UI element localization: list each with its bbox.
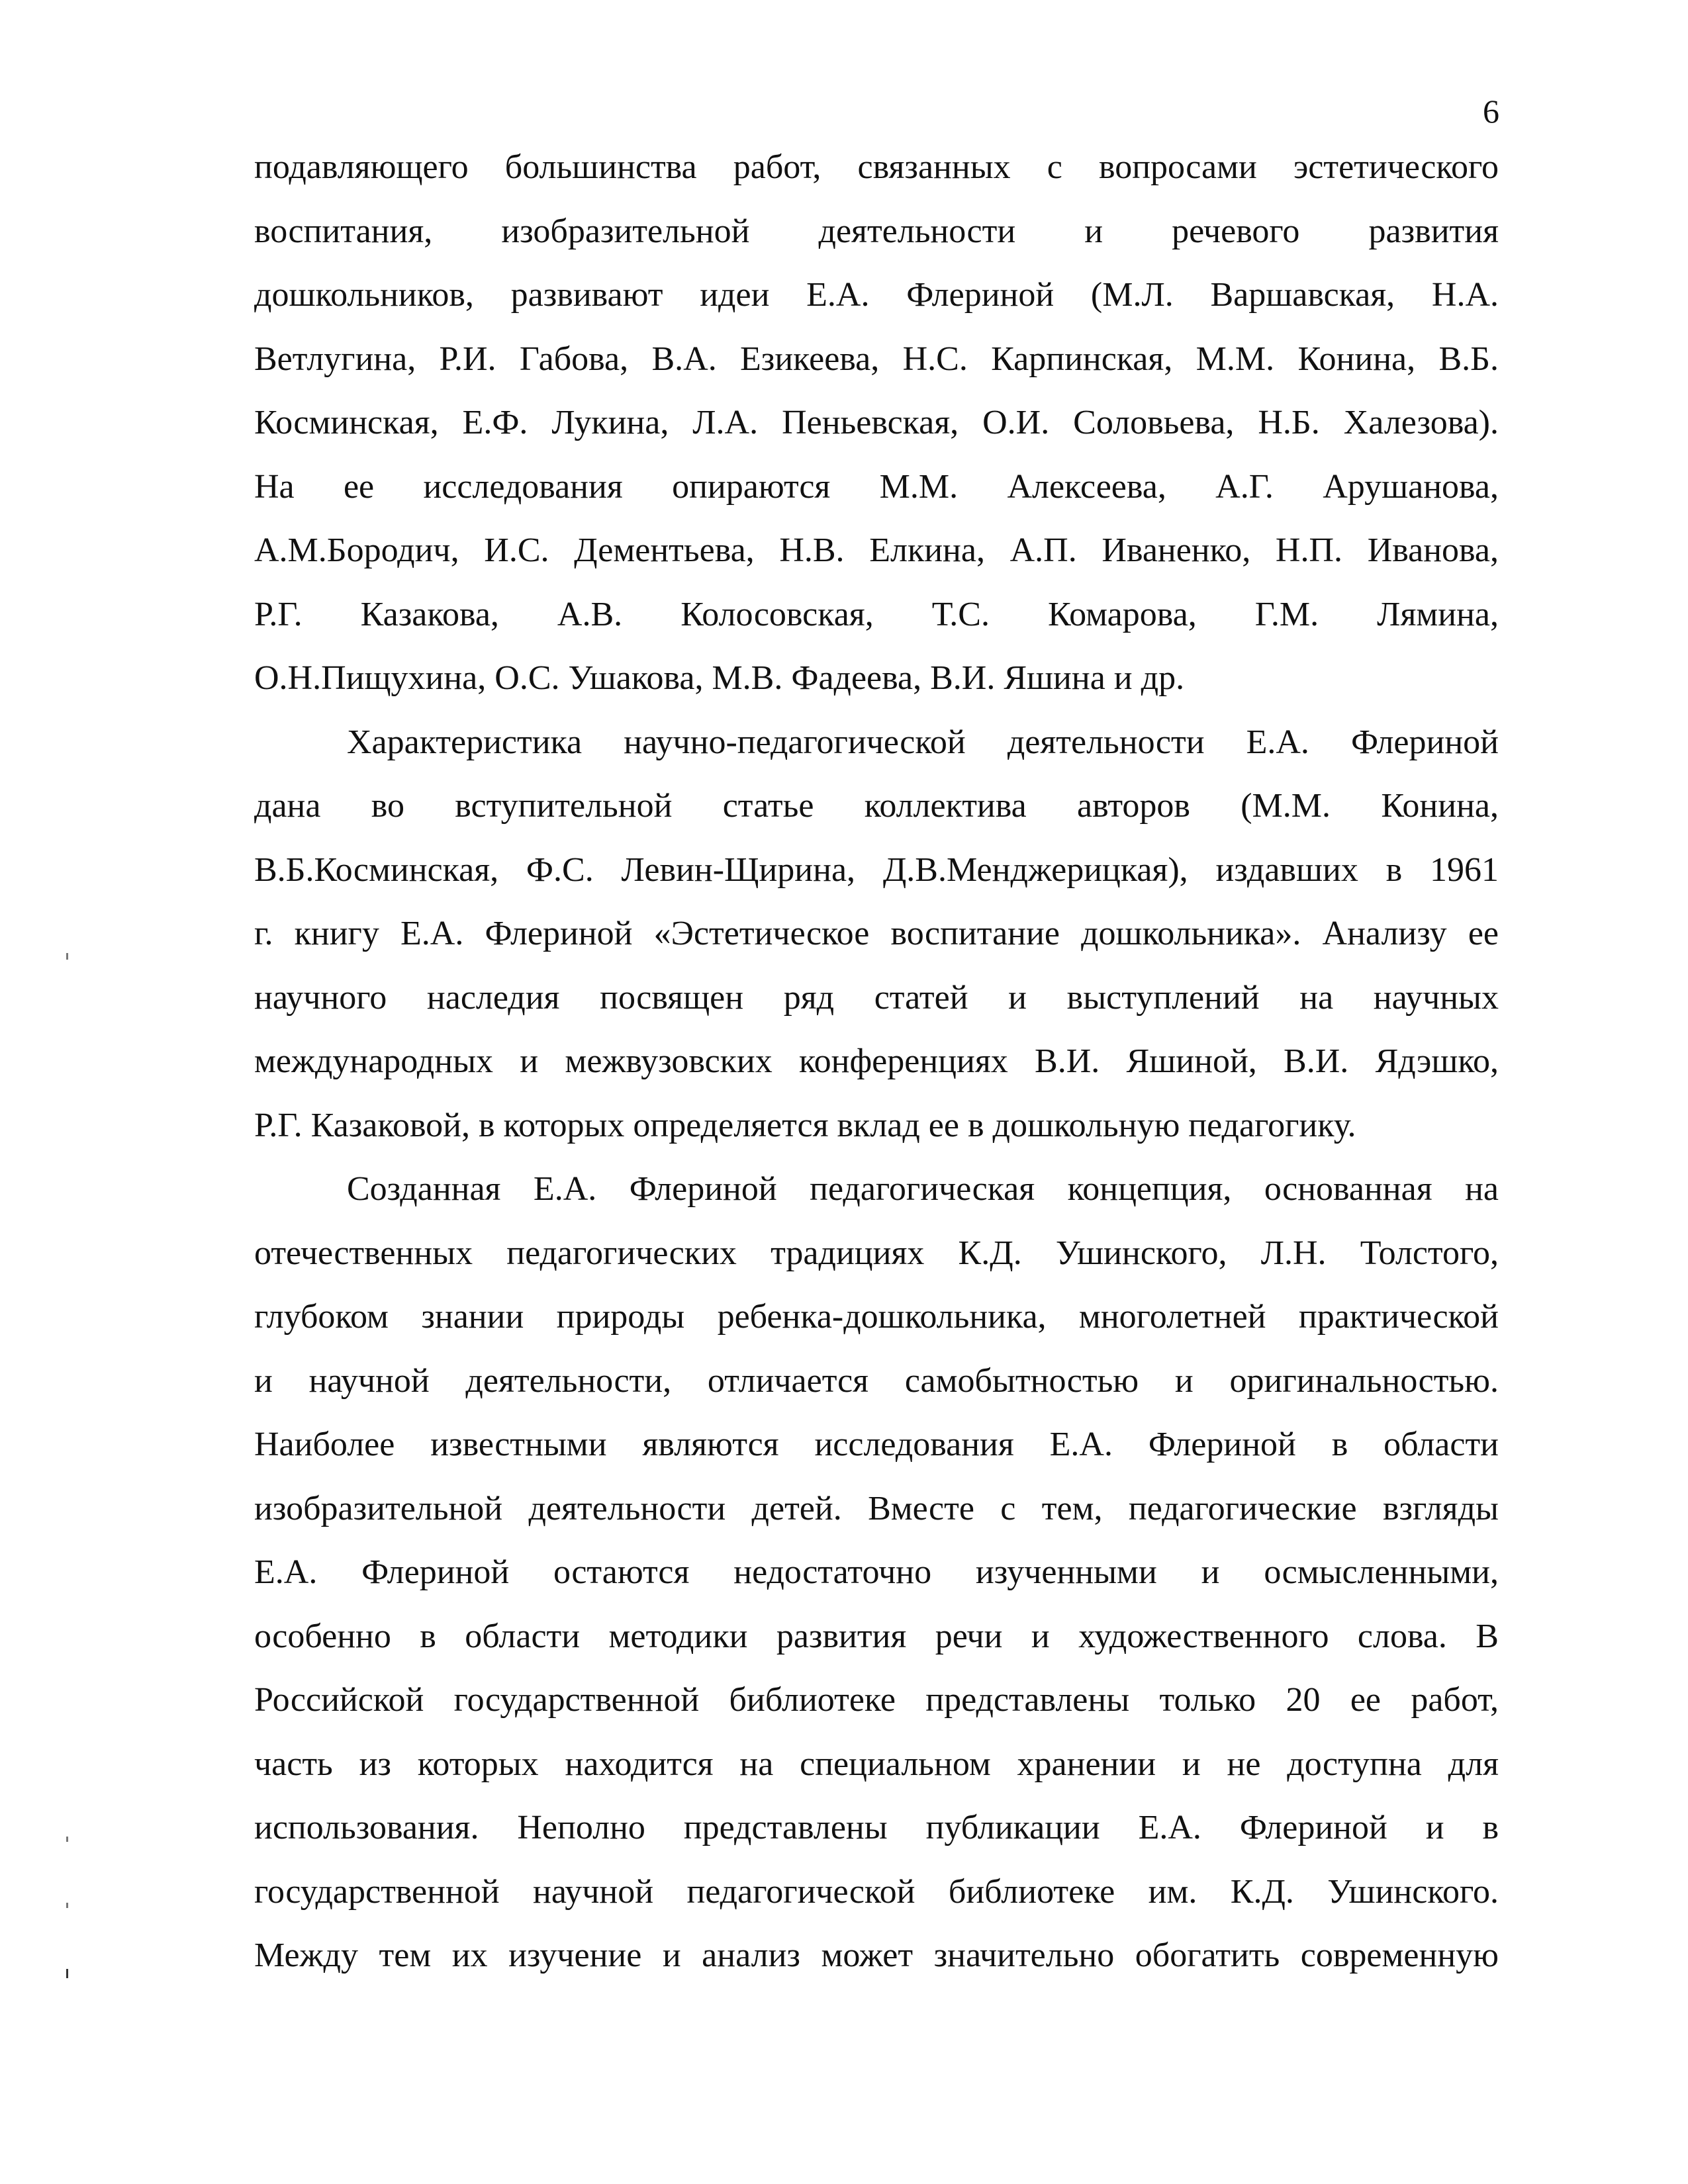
body-text bbox=[254, 136, 1499, 1988]
text-line: особенно в области методики развития речи и художественного слова. В bbox=[254, 1617, 1499, 1655]
paragraph-1 bbox=[254, 136, 1499, 711]
text-line: международных и межвузовских конференциях В.И. Яшиной, В.И. Ядэшко, bbox=[254, 1042, 1499, 1080]
page-number: 6 bbox=[1483, 93, 1499, 130]
text-line: Наиболее известными являются исследования Е.А. Флериной в области bbox=[254, 1426, 1499, 1463]
text-line: и научной деятельности, отличается самобытностью и оригинальностью. bbox=[254, 1361, 1499, 1400]
text-line: В.Б.Косминская, Ф.С. Левин-Щирина, Д.В.Менджерицкая), издавших в 1961 bbox=[254, 850, 1499, 889]
text-line: Характеристика научно-педагогической деятельности Е.А. Флериной bbox=[347, 723, 1499, 761]
text-line: дана во вступительной статье коллектива авторов (М.М. Конина, bbox=[254, 787, 1499, 825]
text-line: государственной научной педагогической библиотеке им. К.Д. Ушинского. bbox=[254, 1872, 1499, 1911]
paragraph-3 bbox=[254, 1158, 1499, 1988]
text-line: отечественных педагогических традициях К.Д. Ушинского, Л.Н. Толстого, bbox=[254, 1234, 1499, 1272]
text-line: глубоком знании природы ребенка-дошкольника, многолетней практической bbox=[254, 1298, 1499, 1336]
text-line: Косминская, Е.Ф. Лукина, Л.А. Пеньевская, О.И. Соловьева, Н.Б. Халезова). bbox=[254, 404, 1499, 441]
text-line: Созданная Е.А. Флериной педагогическая концепция, основанная на bbox=[347, 1170, 1499, 1208]
text-line: Ветлугина, Р.И. Габова, В.А. Езикеева, Н.С. Карпинская, М.М. Конина, В.Б. bbox=[254, 340, 1499, 378]
text-line: воспитания, изобразительной деятельности и речевого развития bbox=[254, 212, 1499, 250]
scan-speck bbox=[66, 1903, 68, 1908]
paragraph-2 bbox=[254, 711, 1499, 1158]
text-line: Е.А. Флериной остаются недостаточно изученными и осмысленными, bbox=[254, 1553, 1499, 1591]
text-line: часть из которых находится на специальном хранении и не доступна для bbox=[254, 1745, 1499, 1783]
text-line: Р.Г. Казакова, А.В. Колосовская, Т.С. Комарова, Г.М. Лямина, bbox=[254, 595, 1499, 633]
text-line: изобразительной деятельности детей. Вместе с тем, педагогические взгляды bbox=[254, 1489, 1499, 1527]
text-line: На ее исследования опираются М.М. Алексеева, А.Г. Арушанова, bbox=[254, 467, 1499, 506]
scan-speck bbox=[66, 1837, 68, 1842]
text-line: Р.Г. Казаковой, в которых определяется вклад ее в дошкольную педагогику. bbox=[254, 1106, 1356, 1144]
text-line: Российской государственной библиотеке представлены только 20 ее работ, bbox=[254, 1681, 1499, 1719]
text-line: подавляющего большинства работ, связанных с вопросами эстетического bbox=[254, 148, 1499, 186]
text-line: дошкольников, развивают идеи Е.А. Флериной (М.Л. Варшавская, Н.А. bbox=[254, 276, 1499, 314]
text-line: использования. Неполно представлены публикации Е.А. Флериной и в bbox=[254, 1809, 1499, 1846]
text-line: А.М.Бородич, И.С. Дементьева, Н.В. Елкина, А.П. Иваненко, Н.П. Иванова, bbox=[254, 531, 1499, 569]
scan-speck bbox=[66, 1969, 68, 1978]
text-line: научного наследия посвящен ряд статей и выступлений на научных bbox=[254, 978, 1499, 1017]
text-line: О.Н.Пищухина, О.С. Ушакова, М.В. Фадеева, В.И. Яшина и др. bbox=[254, 659, 1185, 697]
text-line: г. книгу Е.А. Флериной «Эстетическое воспитание дошкольника». Анализу ее bbox=[254, 915, 1499, 952]
scan-speck bbox=[66, 953, 68, 960]
text-line: Между тем их изучение и анализ может значительно обогатить современную bbox=[254, 1936, 1499, 1974]
